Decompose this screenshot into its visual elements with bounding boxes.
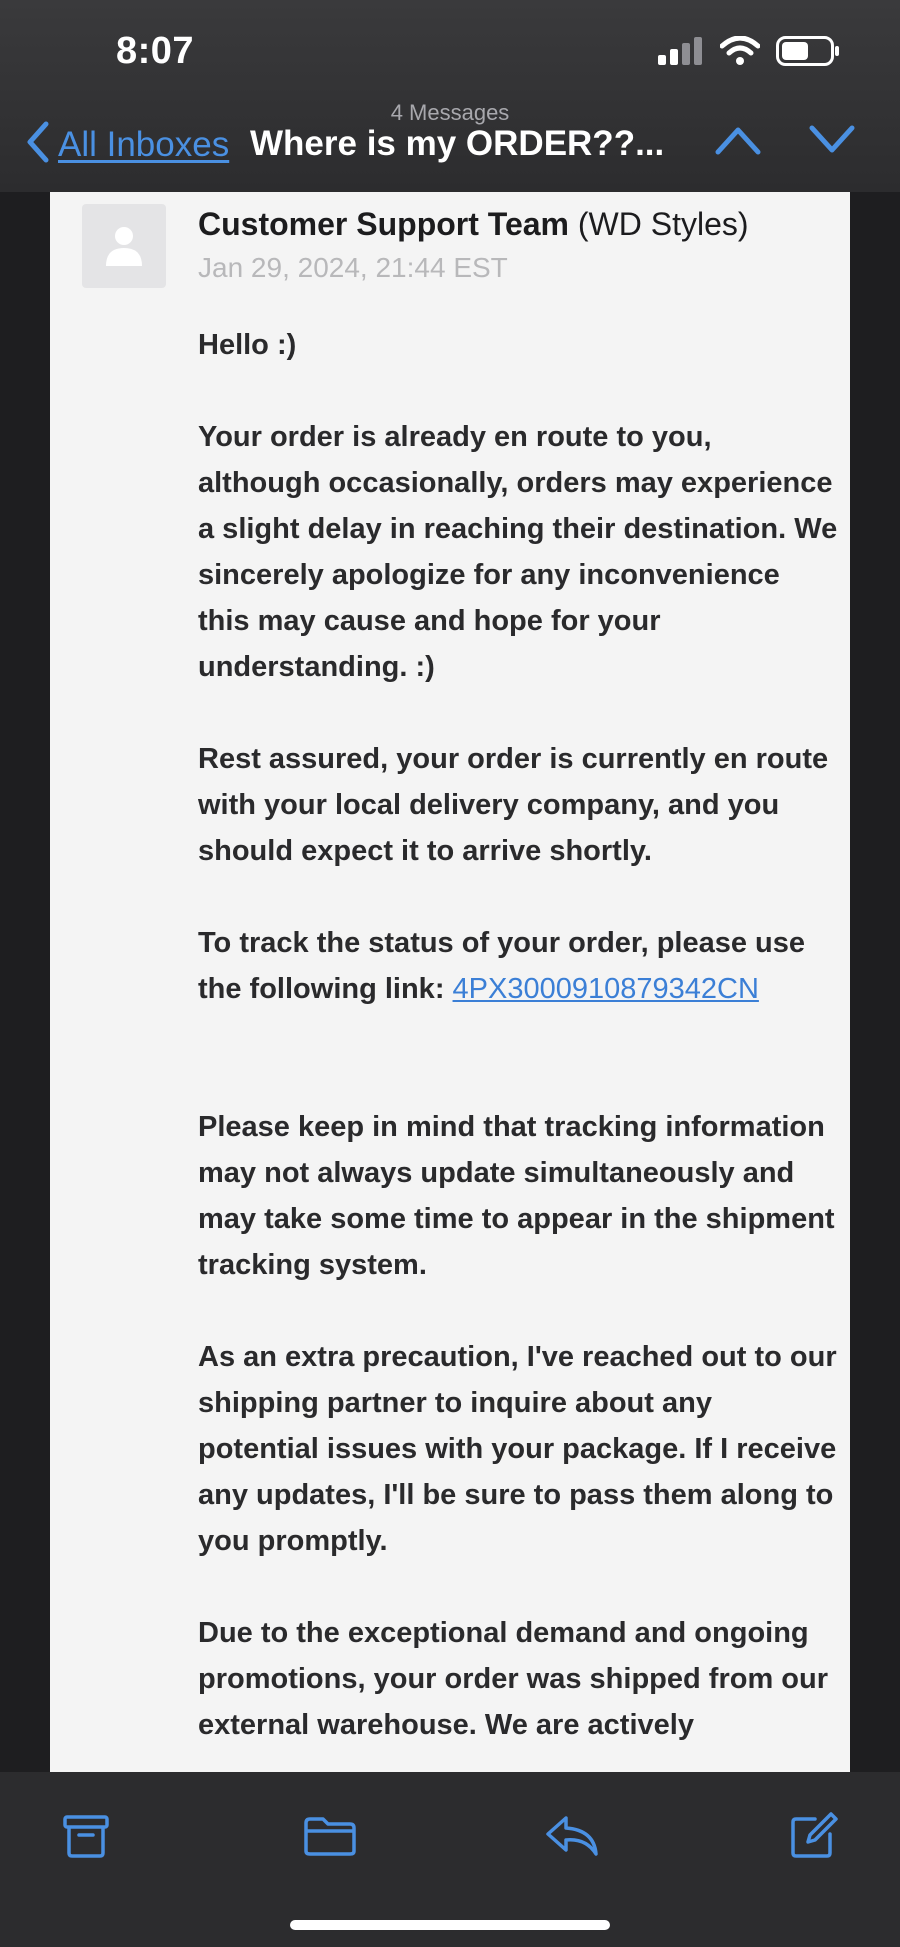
sender-org: (WD Styles) [577,206,749,242]
compose-icon [789,1812,839,1860]
cellular-signal-icon [658,37,704,70]
reply-button[interactable] [542,1806,602,1866]
avatar [82,204,166,288]
move-to-folder-button[interactable] [300,1806,360,1866]
compose-button[interactable] [784,1806,844,1866]
home-indicator[interactable] [290,1920,610,1930]
top-header [0,0,900,192]
battery-icon [776,36,840,71]
previous-message-icon[interactable] [714,124,762,161]
paragraph: Due to the exceptional demand and ongoing promotions, your order was shipped from our external warehouse. We are actively [198,1617,828,1741]
person-icon [104,224,144,268]
next-message-icon[interactable] [808,124,856,161]
archive-button[interactable] [56,1806,116,1866]
sender-name: Customer Support Team [198,206,569,242]
email-body [198,322,838,1794]
greeting: Hello :) [198,329,297,361]
tracking-text: To track the status of your order, please use the following link: [198,927,806,1005]
paragraph: As an extra precaution, I've reached out to our shipping partner to inquire about any potential issues with your package. If I receive any updates, I'll be sure to pass them along to you promptly. [198,1341,837,1557]
email-card [50,192,850,1772]
paragraph: Your order is already en route to you, although occasionally, orders may experience a slight delay in reaching their destination. We sincerely apologize for any inconvenience this may cause and hope for your understanding. :) [198,421,838,683]
status-time: 8:07 [116,30,195,72]
sender[interactable] [198,206,749,243]
back-label[interactable]: All Inboxes [58,124,230,164]
thread-subject: Where is my ORDER??... [250,124,665,163]
reply-icon [544,1814,600,1858]
back-chevron-icon [24,120,50,169]
message-navigation [714,124,856,161]
email-date: Jan 29, 2024, 21:44 EST [198,252,508,283]
message-count: 4 Messages [390,100,510,125]
status-icons [658,36,840,71]
paragraph: Rest assured, your order is currently en route with your local delivery company, and you should expect it to arrive shortly. [198,743,829,867]
archive-icon [62,1813,110,1859]
back-button[interactable] [24,120,229,169]
tracking-link[interactable]: 4PX3000910879342CN [452,973,759,1005]
paragraph: Please keep in mind that tracking information may not always update simultaneously and may take some time to appear in the shipment tracking system. [198,1111,835,1281]
folder-icon [303,1815,357,1857]
tracking-paragraph [198,920,838,1012]
wifi-icon [720,36,760,71]
